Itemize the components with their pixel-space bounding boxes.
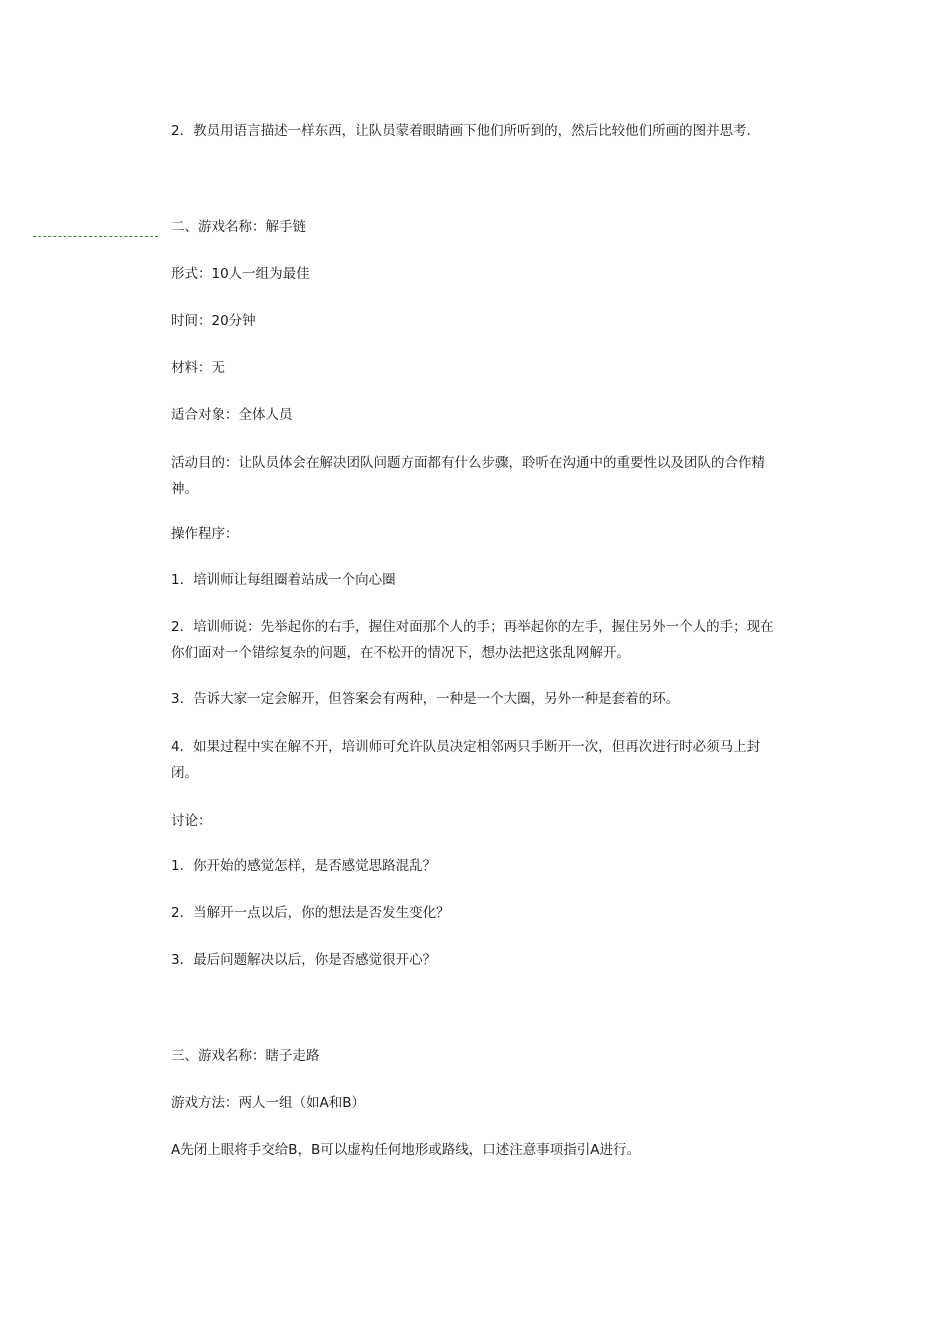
paragraph-game-method: 游戏方法：两人一组（如A和B）	[171, 1095, 365, 1111]
paragraph-procedure-heading: 操作程序：	[171, 526, 239, 542]
paragraph-discussion-q2: 2．当解开一点以后，你的想法是否发生变化？	[171, 905, 450, 921]
paragraph-format: 形式：10人一组为最佳	[171, 266, 310, 282]
paragraph-drawing-step-2: 2．教员用语言描述一样东西，让队员蒙着眼睛画下他们所听到的，然后比较他们所画的图并思考．	[171, 123, 761, 139]
paragraph-procedure-step-3: 3．告诉大家一定会解开，但答案会有两种，一种是一个大圈，另外一种是套着的环。	[171, 691, 680, 707]
paragraph-audience: 适合对象：全体人员	[171, 407, 293, 423]
paragraph-purpose: 活动目的：让队员体会在解决团队问题方面都有什么步骤，聆听在沟通中的重要性以及团队的合作精神。	[171, 455, 765, 497]
heading-game-3: 三、游戏名称：瞎子走路	[171, 1048, 320, 1064]
paragraph-procedure-step-2: 2．培训师说：先举起你的右手，握住对面那个人的手；再举起你的左手，握住另外一个人的手；现在你们面对一个错综复杂的问题，在不松开的情况下，想办法把这张乱网解开。	[171, 619, 774, 661]
paragraph-discussion-q3: 3．最后问题解决以后，你是否感觉很开心？	[171, 952, 437, 968]
paragraph-procedure-step-1: 1．培训师让每组圈着站成一个向心圈	[171, 572, 396, 588]
section-marker-line	[33, 236, 158, 237]
heading-game-2: 二、游戏名称：解手链	[171, 219, 306, 235]
paragraph-materials: 材料：无	[171, 360, 225, 376]
paragraph-procedure-step-4: 4．如果过程中实在解不开，培训师可允许队员决定相邻两只手断开一次，但再次进行时必须马上封闭。	[171, 739, 761, 781]
paragraph-discussion-heading: 讨论：	[171, 813, 212, 829]
paragraph-game-instructions: A先闭上眼将手交给B，B可以虚构任何地形或路线，口述注意事项指引A进行。	[171, 1142, 640, 1158]
paragraph-time: 时间：20分钟	[171, 313, 256, 329]
paragraph-discussion-q1: 1．你开始的感觉怎样，是否感觉思路混乱？	[171, 858, 437, 874]
